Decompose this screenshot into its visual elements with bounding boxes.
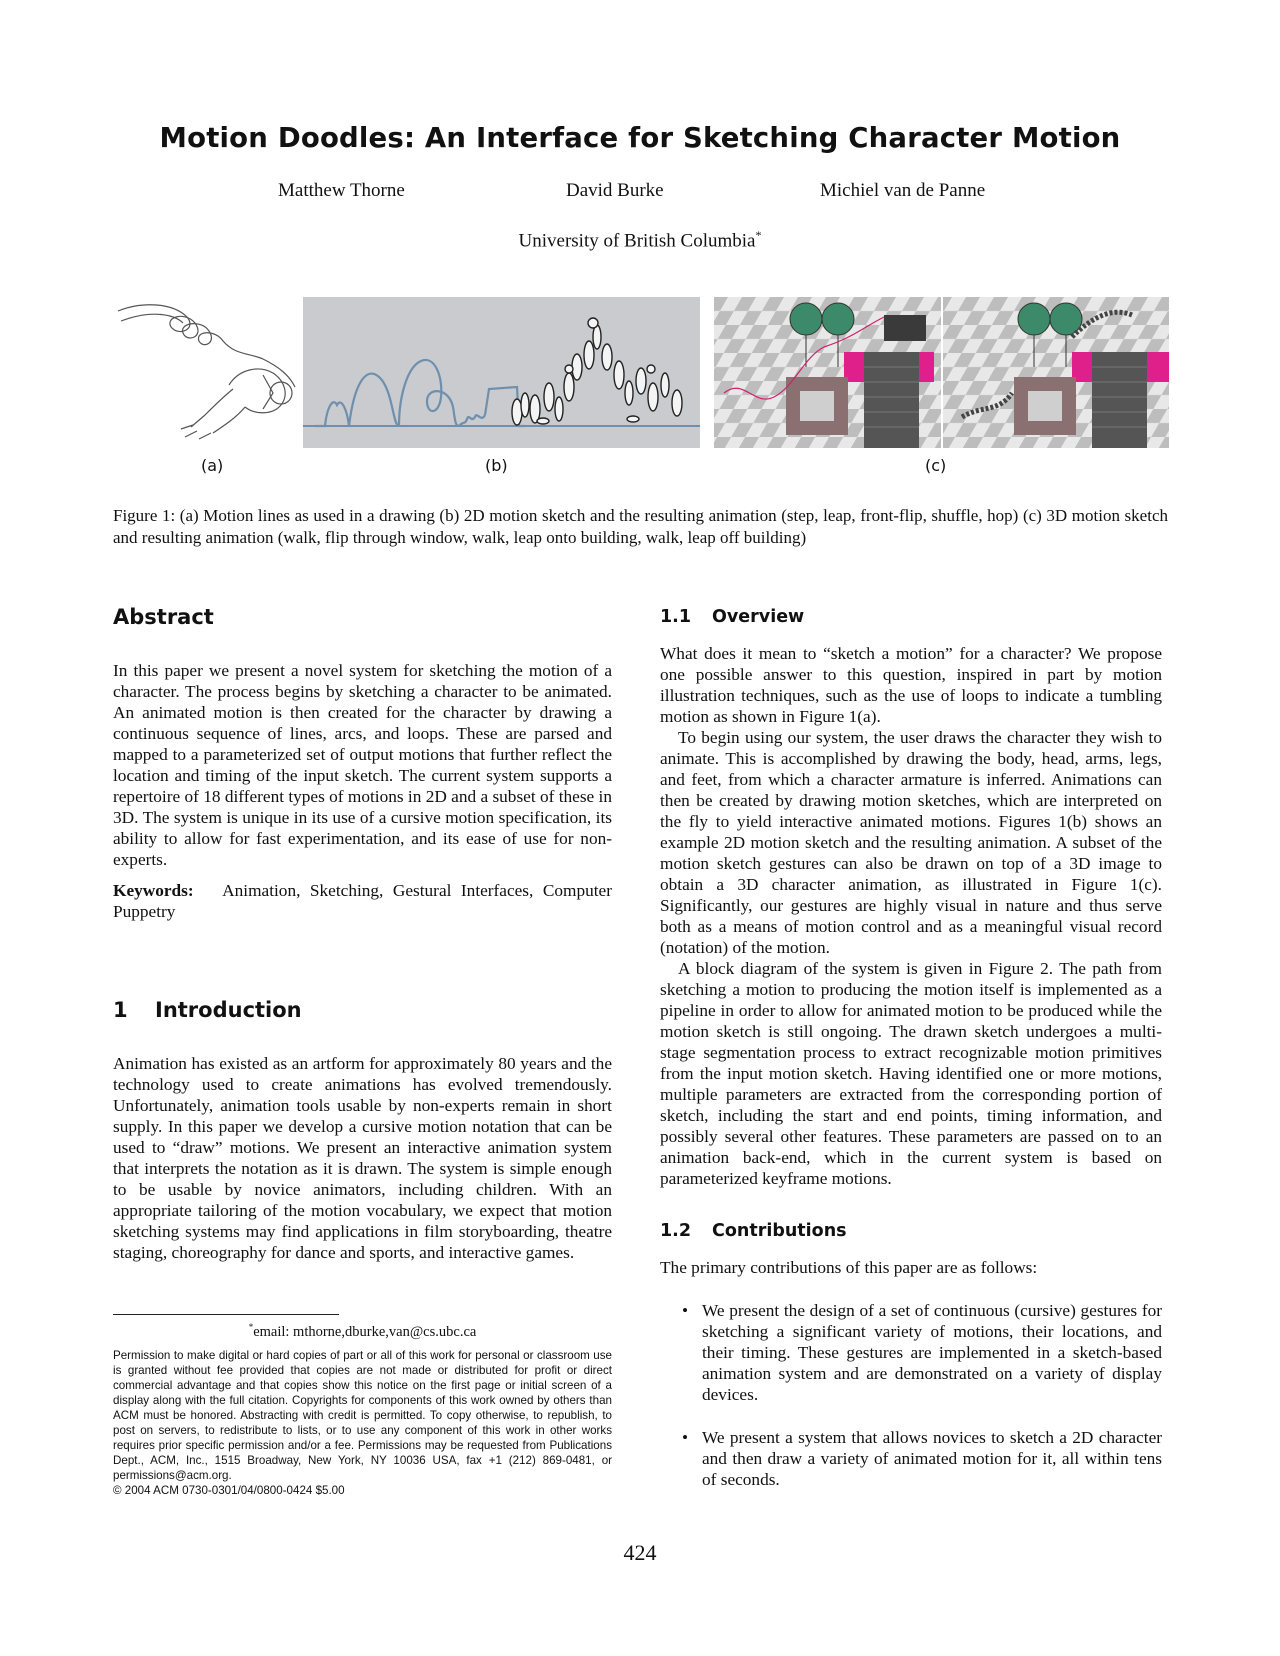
overview-para-3: A block diagram of the system is given in Figure 2. The path from sketching a motion to producing the motion itself is implemented as a pipeline in order to allow for animated motion to be produced while the motion sketch is still ongoing. The drawn sketch undergoes a multi-stage segmentation process to extract recognizable motion primitives from the input motion sketch. Having identified one or more motions, multiple parameters are extracted from the corresponding portion of sketch, including the start and end points, timing information, and possibly several other features. These parameters are passed on to an animation back-end, which in the current system is based on parameterized keyframe motions. <box>660 959 1162 1188</box>
list-item: • We present a system that allows novices to sketch a 2D character and then draw a variety of animated motion for it, all within tens of seconds. <box>682 1428 1162 1489</box>
figure-panel-c <box>714 297 1169 448</box>
contributions-body <box>660 1257 1162 1490</box>
footnote-email: *email: mthorne,dburke,van@cs.ubc.ca <box>248 1322 477 1340</box>
overview-para-1: What does it mean to “sketch a motion” for a character? We propose one possible answer to this question, inspired in part by motion illustration techniques, such as the use of loops to indicate a tumbling motion as shown in Figure 1(a). <box>660 644 1162 726</box>
author-1: Matthew Thorne <box>278 180 405 201</box>
figure-label-b: (b) <box>485 456 508 475</box>
contributions-intro: The primary contributions of this paper are as follows: <box>660 1258 1038 1277</box>
author-2: David Burke <box>566 180 664 201</box>
contributions-list <box>660 1300 1162 1490</box>
footnote-rule <box>113 1314 339 1315</box>
figure-panel-a <box>113 297 303 448</box>
intro-text: Animation has existed as an artform for approximately 80 years and the technology used to create animations has evolved tremendously. Unfortunately, animation tools usable by non-experts remain in short supply. In this paper we develop a cursive motion notation that can be used to “draw” motions. We present an interactive animation system that interprets the notation as it is drawn. The system is simple enough to be usable by novice animators, including children. With an appropriate tailoring of the motion vocabulary, we expect that motion sketching systems may find applications in film storyboarding, theatre staging, choreography for dance and sports, and interactive games. <box>113 1054 612 1262</box>
copyright-line: © 2004 ACM 0730-0301/04/0800-0424 $5.00 <box>113 1484 345 1497</box>
intro-body <box>113 1053 612 1263</box>
overview-para-2: To begin using our system, the user draws the character they wish to animate. This is accomplished by drawing the body, head, arms, legs, and feet, from which a character armature is inferred. Animations can then be created by drawing motion sketches, which are interpreted on the fly to yield interactive animated motions. Figures 1(b) shows an example 2D motion sketch and the resulting animation. A subset of the motion sketch gestures can also be drawn on top of a 3D image to obtain a 3D character animation, as illustrated in Figure 1(c). Significantly, our gestures are highly visual in nature and thus serve both as a means of motion control and as a meaningful visual record (notation) of the motion. <box>660 728 1162 957</box>
figure-label-a: (a) <box>201 456 224 475</box>
author-3: Michiel van de Panne <box>820 180 986 201</box>
abstract-heading: Abstract <box>113 605 214 629</box>
contributions-heading: 1.2 Contributions <box>660 1221 847 1241</box>
abstract-text: In this paper we present a novel system for sketching the motion of a character. The process begins by sketching a character to be animated. An animated motion is then created for the character by drawing a continuous sequence of lines, arcs, and loops. These are parsed and mapped to a parameterized set of output motions that further reflect the location and timing of the input sketch. The current system supports a repertoire of 18 different types of motions in 2D and a subset of these in 3D. The system is unique in its use of a cursive motion specification, its ability to allow for fast experimentation, and its ease of use for non-experts. <box>113 661 612 869</box>
permission-notice: Permission to make digital or hard copies of part or all of this work for personal or classroom use is granted without fee provided that copies are not made or distributed for profit or direct commercial advantage and that copies show this notice on the first page or initial screen of a display along with the full citation. Copyrights for components of this work owned by others than ACM must be honored. Abstracting with credit is permitted. To copy otherwise, to republish, to post on servers, to redistribute to lists, or to use any component of this work in other works requires prior specific permission and/or a fee. Permissions may be requested from Publications Dept., ACM, Inc., 1515 Broadway, New York, NY 10036 USA, fax +1 (212) 869-0481, or permissions@acm.org. © 2004 ACM 0730-0301/04/0800-0424 $5.00 <box>113 1349 612 1497</box>
keywords: Keywords: Animation, Sketching, Gestural Interfaces, Computer Puppetry <box>113 881 612 921</box>
figure-label-c: (c) <box>925 456 947 475</box>
3d-motion-sketch <box>714 297 1169 448</box>
overview-heading: 1.1 Overview <box>660 607 805 627</box>
abstract-body <box>113 660 612 922</box>
affiliation: University of British Columbia* <box>518 228 762 252</box>
page-number: 424 <box>623 1540 657 1565</box>
2d-motion-sketch <box>303 297 700 448</box>
figure-caption: Figure 1: (a) Motion lines as used in a drawing (b) 2D motion sketch and the resulting animation (step, leap, front-flip, shuffle, hop) (c) 3D motion sketch and resulting animation (walk, flip through window, walk, leap onto building, walk, leap off building) <box>113 506 1168 547</box>
motion-lines-drawing <box>113 297 303 448</box>
intro-heading: 1 Introduction <box>113 998 302 1022</box>
figure-panel-b <box>303 297 700 448</box>
list-item: • We present the design of a set of continuous (cursive) gestures for sketching a significant variety of motions, their locations, and their timing. These gestures are implemented in a sketch-based animation system and are demonstrated on a variety of display devices. <box>682 1301 1162 1404</box>
overview-body <box>660 643 1162 1189</box>
paper-title: Motion Doodles: An Interface for Sketching Character Motion <box>159 122 1121 154</box>
